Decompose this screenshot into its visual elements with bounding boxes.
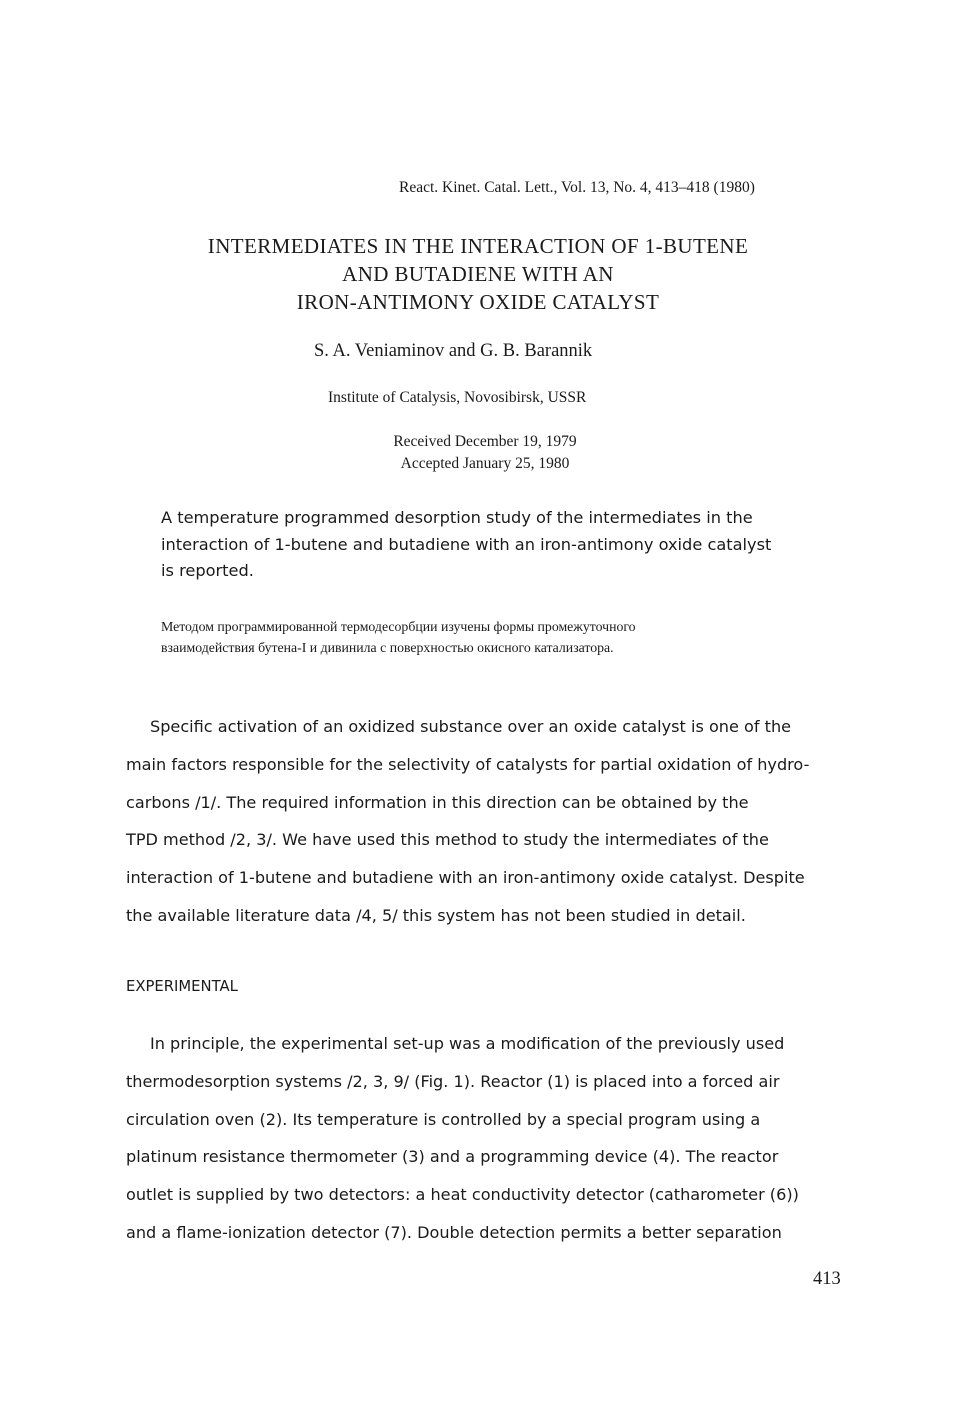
introduction-paragraph — [126, 708, 809, 935]
section-heading: EXPERIMENTAL — [126, 978, 238, 995]
title-line: AND BUTADIENE WITH AN — [342, 262, 614, 286]
journal-reference: React. Kinet. Catal. Lett., Vol. 13, No. 4, 413–418 (1980) — [399, 179, 755, 196]
abstract-english — [161, 505, 771, 585]
abstract-line: interaction of 1-butene and butadiene with an iron-antimony oxide catalyst — [161, 534, 772, 554]
paragraph-line: and a flame-ionization detector (7). Double detection permits a better separation — [126, 1222, 782, 1242]
paragraph-line: outlet is supplied by two detectors: a heat conductivity detector (catharometer (6)) — [126, 1185, 799, 1205]
abstract-russian — [161, 616, 636, 658]
institute: Institute of Catalysis, Novosibirsk, USSR — [328, 389, 587, 406]
abstract-line: Методом программированной термодесорбции изучены формы промежуточного — [161, 619, 636, 634]
authors: S. A. Veniaminov and G. B. Barannik — [314, 341, 593, 361]
abstract-line: is reported. — [161, 561, 254, 580]
page-number: 413 — [813, 1269, 841, 1289]
paragraph-line: the available literature data /4, 5/ this system has not been studied in detail. — [126, 905, 746, 925]
paragraph-line: platinum resistance thermometer (3) and a programming device (4). The reactor — [126, 1147, 779, 1167]
paragraph-line: In principle, the experimental set-up was a modification of the previously used — [150, 1034, 785, 1053]
accepted-date: Accepted January 25, 1980 — [400, 455, 570, 472]
received-date: Received December 19, 1979 — [393, 433, 577, 450]
paragraph-line: carbons /1/. The required information in this direction can be obtained by the — [126, 792, 749, 812]
paragraph-line: TPD method /2, 3/. We have used this method to study the intermediates of the — [126, 830, 769, 850]
paragraph-line: main factors responsible for the selectivity of catalysts for partial oxidation of hydro- — [126, 754, 810, 774]
paragraph-line: Specific activation of an oxidized substance over an oxide catalyst is one of the — [150, 717, 792, 736]
abstract-line: A temperature programmed desorption study of the intermediates in the — [161, 508, 753, 527]
experimental-paragraph — [126, 1025, 799, 1252]
title-line: IRON-ANTIMONY OXIDE CATALYST — [296, 290, 660, 314]
abstract-line: взаимодействия бутена-I и дивинила с поверхностью окисного катализатора. — [161, 640, 614, 655]
paper-title — [140, 232, 816, 316]
paragraph-line: interaction of 1-butene and butadiene with an iron-antimony oxide catalyst. Despite — [126, 868, 805, 888]
paragraph-line: circulation oven (2). Its temperature is controlled by a special program using a — [126, 1109, 761, 1129]
paragraph-line: thermodesorption systems /2, 3, 9/ (Fig. 1). Reactor (1) is placed into a forced air — [126, 1071, 780, 1091]
title-line: INTERMEDIATES IN THE INTERACTION OF 1-BUTENE — [207, 234, 749, 258]
dates — [360, 431, 610, 475]
